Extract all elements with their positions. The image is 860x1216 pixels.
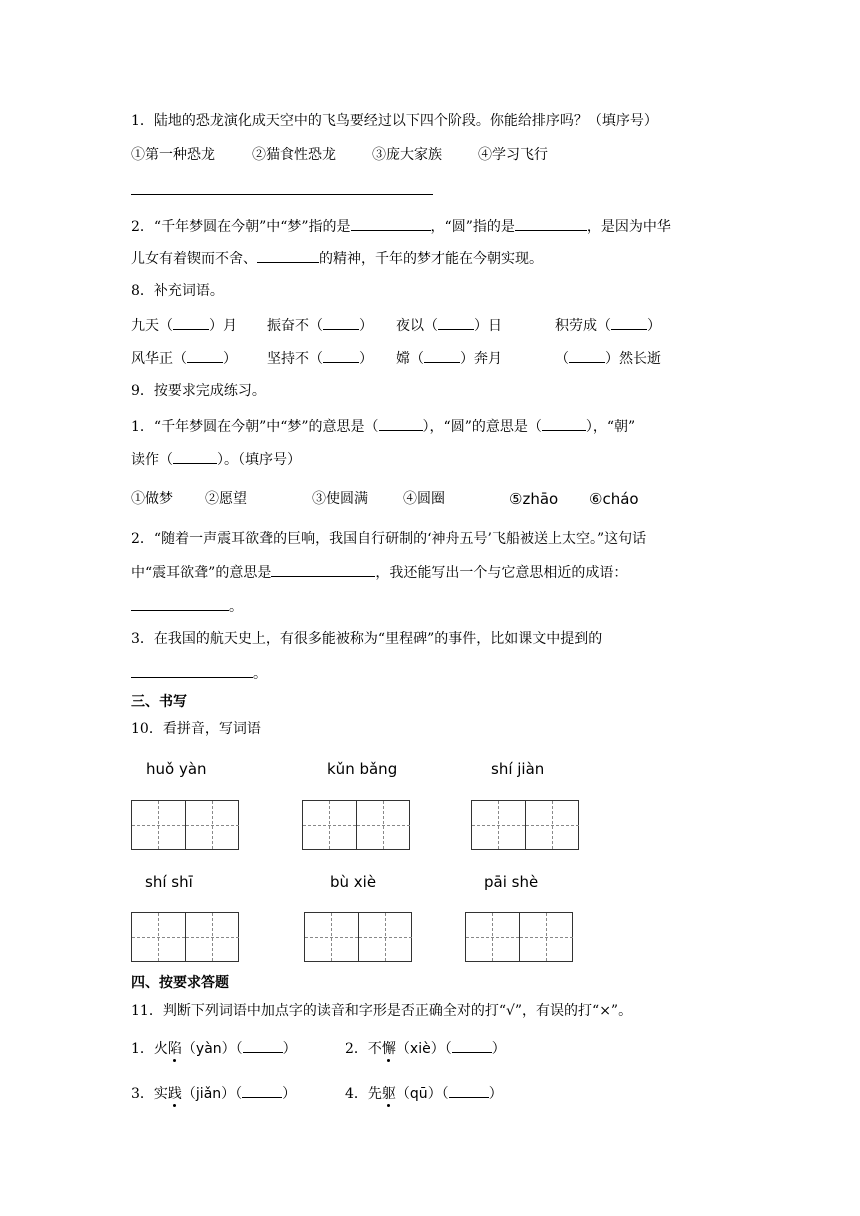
pinyin: qū — [409, 1086, 428, 1102]
question-9-option: ①做梦 — [131, 491, 173, 507]
pinyin: jiǎn — [195, 1086, 222, 1102]
text: ） — [647, 318, 661, 334]
text: 风华正（ — [131, 351, 187, 367]
answer-blank[interactable] — [323, 348, 359, 363]
pinyin: xiè — [409, 1041, 431, 1057]
dotted-char: 践 — [167, 1086, 182, 1102]
answer-blank[interactable] — [173, 449, 217, 464]
guide-line — [492, 913, 493, 961]
guide-line — [385, 913, 386, 961]
grid-cell[interactable] — [132, 801, 185, 849]
question-2-line2 — [131, 248, 543, 269]
text: 。 — [229, 599, 243, 615]
question-1-option: ④学习飞行 — [478, 147, 548, 163]
text: 。 — [253, 666, 267, 682]
answer-blank[interactable] — [173, 315, 209, 330]
answer-blank[interactable] — [131, 596, 229, 611]
grid-cell[interactable] — [132, 913, 185, 961]
guide-line — [212, 801, 213, 849]
grid-cell[interactable] — [519, 913, 573, 961]
grid-cell[interactable] — [305, 913, 358, 961]
question-9-option: ③使圆满 — [312, 491, 368, 507]
answer-blank[interactable] — [323, 315, 359, 330]
text: 2．“千年梦圆在今朝”中“梦”指的是 — [131, 219, 351, 235]
grid-cell[interactable] — [358, 913, 412, 961]
section-3-heading: 三、书写 — [131, 694, 187, 710]
text: ）月 — [209, 318, 237, 334]
question-11-title: 11．判断下列词语中加点字的读音和字形是否正确全对的打“√”，有误的打“×”。 — [131, 1003, 633, 1019]
answer-blank[interactable] — [243, 1038, 283, 1053]
word-char: 火 — [153, 1041, 168, 1057]
question-9-2-line3 — [131, 596, 243, 617]
answer-blank[interactable] — [257, 248, 319, 263]
answer-blank[interactable] — [424, 348, 460, 363]
grid-cell[interactable] — [185, 801, 239, 849]
text: ） — [223, 351, 237, 367]
grid-cell[interactable] — [185, 913, 239, 961]
text: ，“圆”指的是 — [430, 219, 515, 235]
item-number: 1． — [131, 1041, 154, 1057]
grid-cell[interactable] — [472, 801, 525, 849]
dotted-char: 躯 — [381, 1086, 396, 1102]
guide-line — [158, 913, 159, 961]
question-1-option: ①第一种恐龙 — [131, 147, 215, 163]
fill-word — [131, 348, 237, 369]
guide-line — [498, 801, 499, 849]
section-4-heading: 四、按要求答题 — [131, 975, 229, 991]
judge-item: 1．火陷（yàn）（ ） — [131, 1038, 297, 1059]
word-char: 实 — [153, 1086, 168, 1102]
answer-blank[interactable] — [438, 315, 474, 330]
text: ），“圆”的意思是（ — [422, 419, 542, 435]
text: 儿女有着锲而不舍、 — [131, 251, 257, 267]
guide-line — [212, 913, 213, 961]
guide-line — [383, 801, 384, 849]
text: 读作（ — [131, 452, 173, 468]
text: 嫦（ — [396, 351, 424, 367]
question-10-title: 10．看拼音，写词语 — [131, 721, 261, 737]
word-char: 先 — [367, 1086, 382, 1102]
text: ，我还能写出一个与它意思相近的成语： — [375, 565, 628, 581]
answer-blank[interactable] — [131, 663, 253, 678]
item-number: 2． — [345, 1041, 368, 1057]
fill-word — [555, 315, 661, 336]
question-1-option: ②猫食性恐龙 — [252, 147, 336, 163]
dotted-char: 陷 — [167, 1041, 182, 1057]
writing-grid[interactable] — [304, 912, 412, 962]
answer-blank[interactable] — [242, 1083, 282, 1098]
judge-item: 3．实践（jiǎn）（ ） — [131, 1083, 296, 1104]
question-9-3-line2 — [131, 663, 267, 684]
grid-cell[interactable] — [303, 801, 356, 849]
pinyin-label: pāi shè — [484, 873, 539, 891]
pinyin-label: shí shī — [145, 873, 193, 891]
text: ）日 — [474, 318, 502, 334]
question-9-1-line1 — [131, 416, 635, 437]
grid-cell[interactable] — [466, 913, 519, 961]
text: 中“震耳欲聋”的意思是 — [131, 565, 272, 581]
guide-line — [329, 801, 330, 849]
text: （ — [555, 351, 569, 367]
text: 九天（ — [131, 318, 173, 334]
question-9-option: ⑤zhāo — [509, 490, 559, 508]
question-9-option: ⑥cháo — [589, 490, 639, 508]
writing-grid[interactable] — [465, 912, 573, 962]
pinyin-label: shí jiàn — [491, 760, 545, 778]
guide-line — [331, 913, 332, 961]
guide-line — [546, 913, 547, 961]
text: 夜以（ — [396, 318, 438, 334]
answer-line[interactable] — [131, 194, 433, 195]
text: ，是因为中华 — [586, 219, 671, 235]
answer-blank[interactable] — [351, 216, 431, 231]
text: 振奋不（ — [267, 318, 323, 334]
question-1-option: ③庞大家族 — [372, 147, 442, 163]
grid-cell[interactable] — [525, 801, 579, 849]
fill-word — [131, 315, 237, 336]
fill-word — [396, 315, 502, 336]
question-8-title: 8．补充词语。 — [131, 283, 224, 299]
text: ）奔月 — [460, 351, 502, 367]
pinyin-label: huǒ yàn — [146, 760, 207, 778]
answer-blank[interactable] — [569, 348, 605, 363]
fill-word — [555, 348, 661, 369]
answer-blank[interactable] — [542, 416, 586, 431]
pinyin: yàn — [195, 1041, 222, 1057]
writing-grid[interactable] — [471, 800, 579, 850]
text: ） — [359, 351, 373, 367]
judge-item: 4．先躯（qū）（ ） — [345, 1083, 503, 1104]
dotted-char: 懈 — [381, 1041, 396, 1057]
text: 1．“千年梦圆在今朝”中“梦”的意思是（ — [131, 419, 379, 435]
text: ）然长逝 — [605, 351, 661, 367]
writing-grid[interactable] — [131, 912, 239, 962]
text: ）。（填序号） — [217, 452, 301, 468]
pinyin-label: bù xiè — [330, 873, 377, 891]
answer-blank[interactable] — [187, 348, 223, 363]
text: ），“朝” — [585, 419, 636, 435]
item-number: 3． — [131, 1086, 154, 1102]
question-2-line1 — [131, 216, 671, 237]
answer-blank[interactable] — [379, 416, 423, 431]
answer-blank[interactable] — [449, 1083, 489, 1098]
text: 积劳成（ — [555, 318, 611, 334]
question-9-2-line2 — [131, 562, 627, 583]
answer-blank[interactable] — [271, 562, 375, 577]
writing-grid[interactable] — [131, 800, 239, 850]
question-9-1-line2 — [131, 449, 301, 470]
answer-blank[interactable] — [515, 216, 587, 231]
grid-cell[interactable] — [356, 801, 410, 849]
item-number: 4． — [345, 1086, 368, 1102]
judge-item: 2．不懈（xiè）（ ） — [345, 1038, 506, 1059]
text: 坚持不（ — [267, 351, 323, 367]
fill-word — [267, 315, 373, 336]
question-1-stem: 1．陆地的恐龙演化成天空中的飞鸟要经过以下四个阶段。你能给排序吗？（填序号） — [131, 113, 658, 129]
answer-blank[interactable] — [452, 1038, 492, 1053]
question-9-title: 9．按要求完成练习。 — [131, 383, 266, 399]
pinyin-label: kǔn bǎng — [327, 760, 398, 778]
guide-line — [158, 801, 159, 849]
question-9-option: ④圆圈 — [403, 491, 445, 507]
question-9-2-line1: 2．“随着一声震耳欲聋的巨响，我国自行研制的‘神舟五号’飞船被送上太空。”这句话 — [131, 531, 647, 547]
text: 的精神，千年的梦才能在今朝实现。 — [319, 251, 543, 267]
question-9-option: ②愿望 — [205, 491, 247, 507]
writing-grid[interactable] — [302, 800, 410, 850]
answer-blank[interactable] — [611, 315, 647, 330]
fill-word — [267, 348, 373, 369]
question-9-3-line1: 3．在我国的航天史上，有很多能被称为“里程碑”的事件，比如课文中提到的 — [131, 631, 603, 647]
fill-word — [396, 348, 502, 369]
guide-line — [552, 801, 553, 849]
text: ） — [359, 318, 373, 334]
word-char: 不 — [367, 1041, 382, 1057]
